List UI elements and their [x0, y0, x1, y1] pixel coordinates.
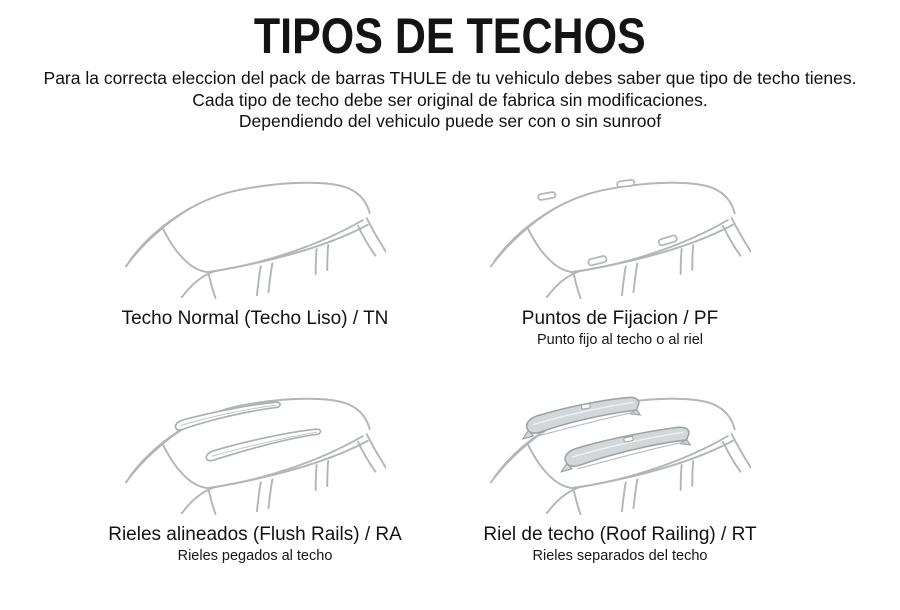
roof-type-label: Puntos de Fijacion / PF [521, 308, 719, 329]
flush-rails-roof-illustration [124, 384, 386, 519]
intro-line: Para la correcta eleccion del pack de barras THULE de tu vehiculo debes saber que tipo de techo tienes. [43, 68, 857, 88]
roof-type-card-tn [70, 168, 440, 332]
roof-type-card-ra [70, 384, 440, 564]
roof-type-sublabel: Rieles pegados al techo [177, 548, 333, 564]
roof-railing-illustration [489, 384, 751, 519]
roof-type-sublabel: Punto fijo al techo o al riel [536, 332, 704, 348]
roof-type-label: Techo Normal (Techo Liso) / TN [121, 308, 389, 329]
roof-type-label: Rieles alineados (Flush Rails) / RA [108, 524, 402, 545]
flush-rails-icon [175, 402, 320, 460]
roof-type-sublabel: Rieles separados del techo [532, 548, 708, 564]
intro-text [0, 68, 900, 133]
fixed-points-roof-illustration [489, 168, 751, 303]
roof-type-card-rt [435, 384, 805, 564]
page-title: TIPOS DE TECHOS [254, 8, 646, 64]
roof-type-card-pf [435, 168, 805, 348]
raised-rails-icon [523, 397, 691, 471]
normal-roof-illustration [124, 168, 386, 303]
intro-line: Cada tipo de techo debe ser original de fabrica sin modificaciones. [192, 89, 708, 110]
header [0, 10, 900, 66]
roof-type-label: Riel de techo (Roof Railing) / RT [483, 524, 757, 545]
intro-line: Dependiendo del vehiculo puede ser con o sin sunroof [238, 111, 662, 131]
